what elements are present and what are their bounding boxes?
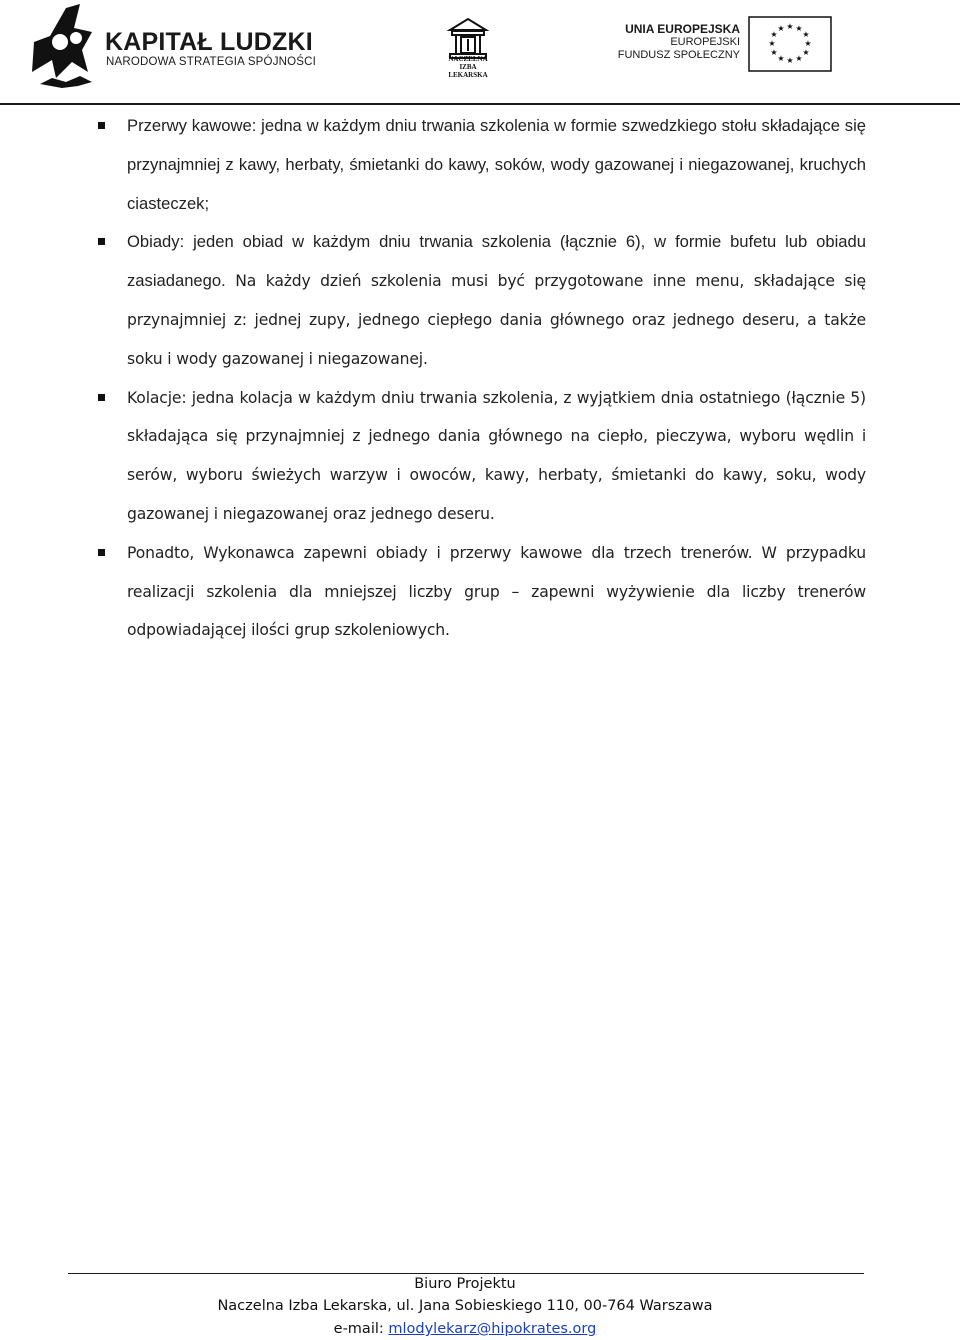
square-bullet-icon: [98, 122, 105, 129]
square-bullet-icon: [98, 549, 105, 556]
page-header: [0, 0, 960, 105]
eu-flag-icon: [748, 16, 832, 72]
footer-office: Biuro Projektu: [414, 1276, 516, 1292]
email-link[interactable]: mlodylekarz@hipokrates.org: [388, 1321, 597, 1337]
list-item: Przerwy kawowe: jedna w każdym dniu trwania szkolenia w formie szwedzkiego stołu składające się przynajmniej z kawy, herbaty, śmietanki do kawy, soków, wody gazowanej i niegazowanej, kruchych ciasteczek;: [96, 107, 866, 223]
svg-text:★: ★: [786, 56, 794, 65]
eu-caption: UNIA EUROPEJSKA EUROPEJSKI FUNDUSZ SPOŁECZNY: [617, 22, 740, 61]
svg-text:★: ★: [802, 48, 810, 57]
list-item: Obiady: jeden obiad w każdym dniu trwania szkolenia (łącznie 6), w formie bufetu lub obiadu zasiadanego. Na każdy dzień szkolenia musi być przygotowane inne menu, składające się przynajmniej z: jednej zupy, jednego ciepłego dania głównego oraz jednego deseru, a także soku i wody gazowanej i niegazowanej.: [96, 223, 866, 378]
svg-text:★: ★: [795, 24, 803, 33]
footer-email: [0, 1321, 930, 1337]
square-bullet-icon: [98, 394, 105, 401]
square-bullet-icon: [98, 238, 105, 245]
naczelna-izba-lekarska-caption: NACZELNA IZBA LEKARSKA: [448, 55, 488, 79]
svg-text:★: ★: [768, 39, 776, 48]
svg-text:★: ★: [804, 39, 812, 48]
kapital-ludzki-title: KAPITAŁ LUDZKI: [105, 28, 313, 56]
svg-text:★: ★: [802, 30, 810, 39]
header-divider: [0, 103, 960, 105]
svg-text:★: ★: [770, 30, 778, 39]
catering-requirements-list: [96, 107, 866, 650]
svg-text:★: ★: [777, 24, 785, 33]
footer-address: Naczelna Izba Lekarska, ul. Jana Sobieskiego 110, 00-764 Warszawa: [217, 1298, 713, 1314]
list-item: Kolacje: jedna kolacja w każdym dniu trwania szkolenia, z wyjątkiem dnia ostatniego (łącznie 5) składająca się przynajmniej z jednego dania głównego na ciepło, pieczywa, wyboru wędlin i serów, wyboru świeżych warzyw i owoców, kawy, herbaty, śmietanki do kawy, soku, wody gazowanej i niegazowanej oraz jednego deseru.: [96, 379, 866, 534]
footer-divider: [68, 1273, 864, 1274]
svg-text:★: ★: [777, 54, 785, 63]
kapital-ludzki-subtitle: NARODOWA STRATEGIA SPÓJNOŚCI: [106, 56, 317, 68]
svg-text:★: ★: [770, 48, 778, 57]
svg-text:★: ★: [786, 22, 794, 31]
email-label: e-mail:: [333, 1321, 389, 1337]
svg-text:★: ★: [795, 54, 803, 63]
list-item: Ponadto, Wykonawca zapewni obiady i przerwy kawowe dla trzech trenerów. W przypadku realizacji szkolenia dla mniejszej liczby grup – zapewni wyżywienie dla liczby trenerów odpowiadającej ilości grup szkoleniowych.: [96, 534, 866, 650]
